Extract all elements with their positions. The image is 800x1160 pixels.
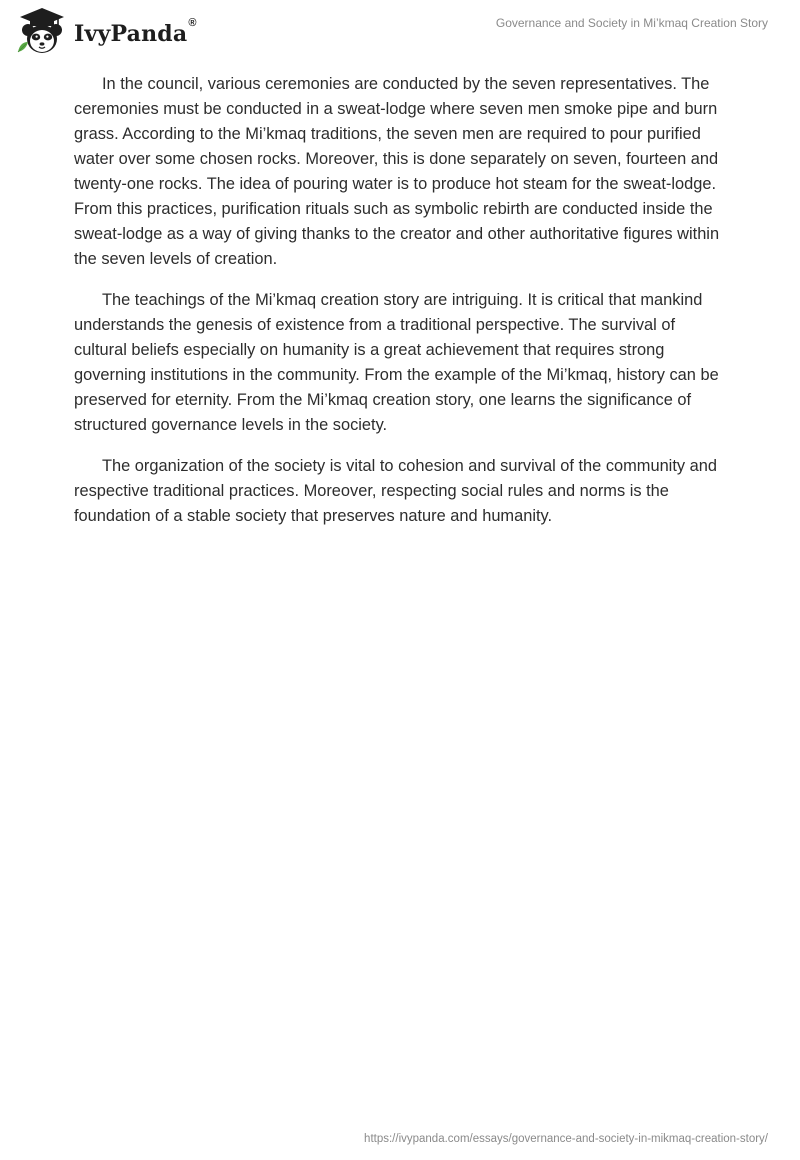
page-header	[0, 0, 800, 70]
document-title: Governance and Society in Mi’kmaq Creation Story	[495, 16, 768, 30]
paragraph: The organization of the society is vital to cohesion and survival of the community and respective traditional practices. Moreover, respecting social rules and norms is the foundation of a stable society that preserves nature and humanity.	[74, 457, 717, 525]
panda-graduate-icon	[14, 6, 70, 58]
brand-name	[74, 17, 197, 47]
source-url-link[interactable]: https://ivypanda.com/essays/governance-and-society-in-mikmaq-creation-story/	[364, 1133, 768, 1145]
paragraph: The teachings of the Mi’kmaq creation story are intriguing. It is critical that mankind understands the genesis of existence from a traditional perspective. The survival of cultural beliefs especially on humanity is a great achievement that requires strong governing institutions in the community. From the example of the Mi’kmaq, history can be preserved for eternity. From the Mi’kmaq creation story, one learns the significance of structured governance levels in the society.	[74, 291, 719, 434]
essay-body	[74, 72, 726, 545]
registered-mark: ®	[188, 17, 197, 29]
ivypanda-logo[interactable]	[14, 6, 197, 58]
brand-name-text: IvyPanda	[74, 21, 188, 47]
paragraph: In the council, various ceremonies are conducted by the seven representatives. The ceremonies must be conducted in a sweat-lodge where seven men smoke pipe and burn grass. According to the Mi’kmaq traditions, the seven men are required to pour purified water over some chosen rocks. Moreover, this is done separately on seven, fourteen and twenty-one rocks. The idea of pouring water is to produce hot steam for the sweat-lodge. From this practices, purification rituals such as symbolic rebirth are conducted inside the sweat-lodge as a way of giving thanks to the creator and other authoritative figures within the seven levels of creation.	[74, 75, 720, 268]
